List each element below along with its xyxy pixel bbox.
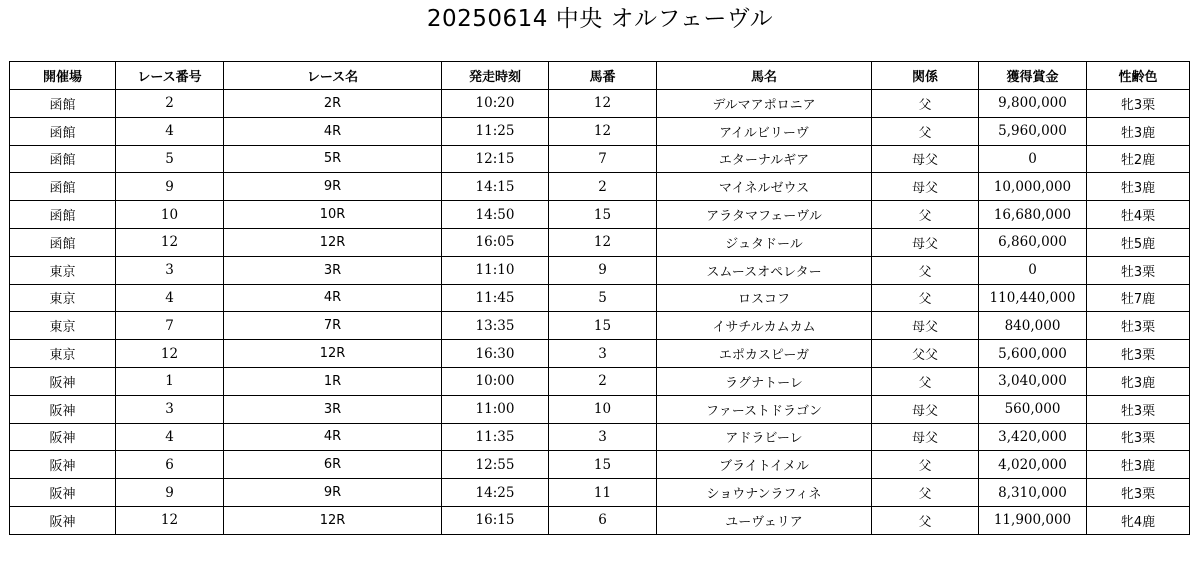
cell-race-name: 6R — [224, 451, 442, 479]
cell-post-time: 11:45 — [442, 284, 549, 312]
table-row — [10, 228, 1190, 256]
cell-prize-money: 560,000 — [979, 395, 1087, 423]
cell-venue: 函館 — [10, 228, 116, 256]
cell-prize-money: 11,900,000 — [979, 506, 1087, 534]
cell-post-time: 11:35 — [442, 423, 549, 451]
cell-sex-age-color: 牝3鹿 — [1087, 367, 1190, 395]
cell-horse-number: 15 — [549, 451, 657, 479]
cell-relation: 母父 — [872, 173, 979, 201]
table-row — [10, 173, 1190, 201]
cell-horse-name: エターナルギア — [657, 145, 872, 173]
cell-race-name: 2R — [224, 90, 442, 118]
cell-post-time: 10:20 — [442, 90, 549, 118]
cell-relation: 父父 — [872, 340, 979, 368]
cell-venue: 阪神 — [10, 479, 116, 507]
cell-horse-number: 12 — [549, 228, 657, 256]
cell-prize-money: 0 — [979, 256, 1087, 284]
cell-sex-age-color: 牡3鹿 — [1087, 451, 1190, 479]
cell-horse-name: アラタマフェーヴル — [657, 201, 872, 229]
cell-horse-number: 10 — [549, 395, 657, 423]
cell-post-time: 11:00 — [442, 395, 549, 423]
cell-sex-age-color: 牡4栗 — [1087, 201, 1190, 229]
cell-horse-name: アドラビーレ — [657, 423, 872, 451]
cell-post-time: 16:15 — [442, 506, 549, 534]
cell-post-time: 14:15 — [442, 173, 549, 201]
column-header-venue: 開催場 — [10, 62, 116, 90]
cell-prize-money: 840,000 — [979, 312, 1087, 340]
cell-horse-name: ブライトイメル — [657, 451, 872, 479]
cell-horse-number: 7 — [549, 145, 657, 173]
cell-race-name: 4R — [224, 284, 442, 312]
table-row — [10, 367, 1190, 395]
cell-horse-name: エポカスピーガ — [657, 340, 872, 368]
cell-venue: 阪神 — [10, 395, 116, 423]
cell-race-number: 4 — [116, 284, 224, 312]
cell-sex-age-color: 牝3栗 — [1087, 90, 1190, 118]
cell-race-name: 7R — [224, 312, 442, 340]
column-header-horse-name: 馬名 — [657, 62, 872, 90]
cell-venue: 阪神 — [10, 423, 116, 451]
cell-race-number: 4 — [116, 423, 224, 451]
cell-post-time: 16:05 — [442, 228, 549, 256]
cell-post-time: 13:35 — [442, 312, 549, 340]
cell-post-time: 11:10 — [442, 256, 549, 284]
cell-prize-money: 16,680,000 — [979, 201, 1087, 229]
cell-horse-number: 15 — [549, 201, 657, 229]
cell-sex-age-color: 牝3栗 — [1087, 340, 1190, 368]
cell-sex-age-color: 牡3鹿 — [1087, 117, 1190, 145]
cell-relation: 父 — [872, 451, 979, 479]
cell-sex-age-color: 牝4鹿 — [1087, 506, 1190, 534]
cell-horse-name: ショウナンラフィネ — [657, 479, 872, 507]
column-header-race-name: レース名 — [224, 62, 442, 90]
table-row — [10, 423, 1190, 451]
cell-relation: 父 — [872, 284, 979, 312]
cell-horse-number: 2 — [549, 173, 657, 201]
cell-prize-money: 9,800,000 — [979, 90, 1087, 118]
cell-race-number: 9 — [116, 479, 224, 507]
cell-venue: 函館 — [10, 173, 116, 201]
cell-prize-money: 8,310,000 — [979, 479, 1087, 507]
cell-post-time: 12:55 — [442, 451, 549, 479]
cell-race-number: 12 — [116, 340, 224, 368]
column-header-prize-money: 獲得賞金 — [979, 62, 1087, 90]
cell-horse-name: ユーヴェリア — [657, 506, 872, 534]
table-body — [10, 90, 1190, 535]
table-row — [10, 284, 1190, 312]
cell-sex-age-color: 牡3栗 — [1087, 256, 1190, 284]
cell-relation: 父 — [872, 256, 979, 284]
cell-horse-number: 15 — [549, 312, 657, 340]
column-header-horse-number: 馬番 — [549, 62, 657, 90]
cell-venue: 東京 — [10, 312, 116, 340]
cell-horse-name: デルマアポロニア — [657, 90, 872, 118]
cell-relation: 父 — [872, 479, 979, 507]
table-row — [10, 340, 1190, 368]
cell-relation: 父 — [872, 506, 979, 534]
cell-race-number: 3 — [116, 256, 224, 284]
table-row — [10, 479, 1190, 507]
cell-relation: 父 — [872, 201, 979, 229]
cell-sex-age-color: 牡2鹿 — [1087, 145, 1190, 173]
cell-race-name: 3R — [224, 256, 442, 284]
cell-horse-number: 9 — [549, 256, 657, 284]
cell-race-name: 4R — [224, 423, 442, 451]
cell-horse-name: スムースオペレター — [657, 256, 872, 284]
cell-relation: 母父 — [872, 312, 979, 340]
cell-relation: 父 — [872, 117, 979, 145]
cell-race-name: 3R — [224, 395, 442, 423]
cell-sex-age-color: 牡3鹿 — [1087, 173, 1190, 201]
column-header-post-time: 発走時刻 — [442, 62, 549, 90]
cell-venue: 函館 — [10, 90, 116, 118]
cell-venue: 阪神 — [10, 451, 116, 479]
cell-race-number: 1 — [116, 367, 224, 395]
cell-race-name: 1R — [224, 367, 442, 395]
cell-relation: 母父 — [872, 145, 979, 173]
cell-race-number: 5 — [116, 145, 224, 173]
cell-race-name: 4R — [224, 117, 442, 145]
cell-relation: 母父 — [872, 395, 979, 423]
cell-post-time: 14:25 — [442, 479, 549, 507]
cell-post-time: 14:50 — [442, 201, 549, 229]
cell-horse-number: 5 — [549, 284, 657, 312]
cell-horse-number: 11 — [549, 479, 657, 507]
cell-horse-name: ファーストドラゴン — [657, 395, 872, 423]
table-row — [10, 256, 1190, 284]
header-row — [10, 62, 1190, 90]
cell-horse-number: 2 — [549, 367, 657, 395]
cell-prize-money: 3,420,000 — [979, 423, 1087, 451]
cell-prize-money: 5,600,000 — [979, 340, 1087, 368]
page-title: 20250614 中央 オルフェーヴル — [426, 6, 774, 32]
cell-prize-money: 10,000,000 — [979, 173, 1087, 201]
cell-race-name: 9R — [224, 173, 442, 201]
cell-prize-money: 110,440,000 — [979, 284, 1087, 312]
cell-sex-age-color: 牝3栗 — [1087, 423, 1190, 451]
cell-race-number: 4 — [116, 117, 224, 145]
cell-race-name: 12R — [224, 228, 442, 256]
cell-relation: 母父 — [872, 423, 979, 451]
cell-race-number: 6 — [116, 451, 224, 479]
cell-sex-age-color: 牡5鹿 — [1087, 228, 1190, 256]
cell-horse-name: ラグナトーレ — [657, 367, 872, 395]
cell-prize-money: 4,020,000 — [979, 451, 1087, 479]
cell-race-name: 5R — [224, 145, 442, 173]
cell-race-number: 12 — [116, 228, 224, 256]
cell-race-number: 10 — [116, 201, 224, 229]
cell-venue: 函館 — [10, 145, 116, 173]
table-row — [10, 506, 1190, 534]
column-header-race-number: レース番号 — [116, 62, 224, 90]
cell-relation: 父 — [872, 90, 979, 118]
cell-sex-age-color: 牡3栗 — [1087, 395, 1190, 423]
table-row — [10, 201, 1190, 229]
cell-relation: 父 — [872, 367, 979, 395]
cell-sex-age-color: 牡3栗 — [1087, 312, 1190, 340]
table-row — [10, 90, 1190, 118]
cell-prize-money: 5,960,000 — [979, 117, 1087, 145]
cell-post-time: 16:30 — [442, 340, 549, 368]
cell-horse-number: 6 — [549, 506, 657, 534]
cell-race-number: 3 — [116, 395, 224, 423]
cell-horse-name: ロスコフ — [657, 284, 872, 312]
cell-race-name: 9R — [224, 479, 442, 507]
cell-post-time: 11:25 — [442, 117, 549, 145]
table-row — [10, 145, 1190, 173]
cell-venue: 東京 — [10, 340, 116, 368]
cell-sex-age-color: 牝3栗 — [1087, 479, 1190, 507]
cell-post-time: 10:00 — [442, 367, 549, 395]
cell-horse-name: ジュタドール — [657, 228, 872, 256]
results-table — [9, 61, 1190, 535]
cell-race-name: 12R — [224, 506, 442, 534]
cell-venue: 東京 — [10, 284, 116, 312]
cell-race-number: 7 — [116, 312, 224, 340]
cell-prize-money: 3,040,000 — [979, 367, 1087, 395]
cell-horse-number: 3 — [549, 340, 657, 368]
cell-venue: 函館 — [10, 201, 116, 229]
cell-horse-name: アイルビリーヴ — [657, 117, 872, 145]
cell-sex-age-color: 牡7鹿 — [1087, 284, 1190, 312]
cell-race-number: 12 — [116, 506, 224, 534]
cell-horse-name: イサチルカムカム — [657, 312, 872, 340]
cell-horse-number: 12 — [549, 90, 657, 118]
column-header-sex-age-color: 性齢色 — [1087, 62, 1190, 90]
cell-prize-money: 6,860,000 — [979, 228, 1087, 256]
cell-prize-money: 0 — [979, 145, 1087, 173]
cell-horse-number: 3 — [549, 423, 657, 451]
table-row — [10, 117, 1190, 145]
cell-relation: 母父 — [872, 228, 979, 256]
cell-horse-name: マイネルゼウス — [657, 173, 872, 201]
cell-venue: 東京 — [10, 256, 116, 284]
cell-race-name: 10R — [224, 201, 442, 229]
cell-venue: 阪神 — [10, 367, 116, 395]
table-row — [10, 312, 1190, 340]
cell-race-name: 12R — [224, 340, 442, 368]
cell-horse-number: 12 — [549, 117, 657, 145]
cell-venue: 函館 — [10, 117, 116, 145]
cell-venue: 阪神 — [10, 506, 116, 534]
column-header-relation: 関係 — [872, 62, 979, 90]
table-row — [10, 451, 1190, 479]
cell-race-number: 2 — [116, 90, 224, 118]
cell-post-time: 12:15 — [442, 145, 549, 173]
table-row — [10, 395, 1190, 423]
cell-race-number: 9 — [116, 173, 224, 201]
